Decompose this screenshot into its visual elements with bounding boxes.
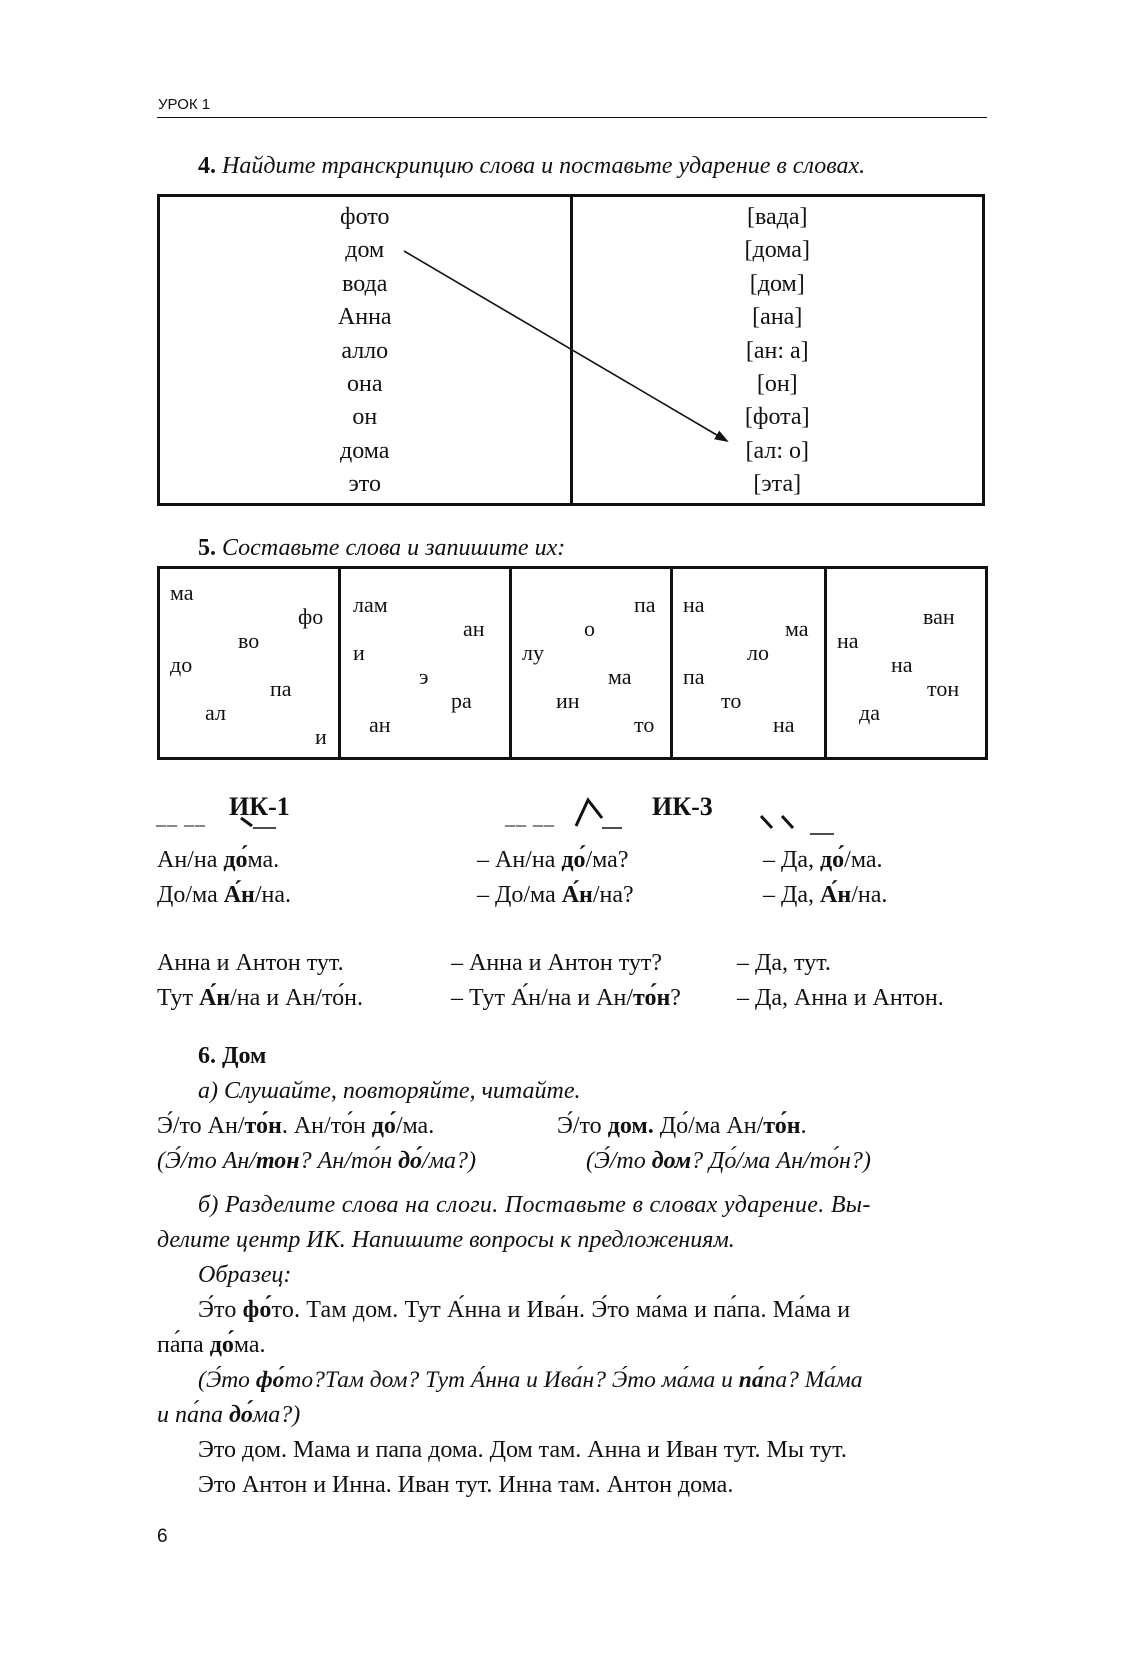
- sample-label: Образец:: [198, 1262, 292, 1288]
- syllable: то: [634, 712, 655, 737]
- text: – Тут А́н/на и Ан/: [451, 985, 633, 1011]
- text: /ма.: [844, 847, 883, 873]
- transcription-item: [дома]: [744, 237, 810, 264]
- text: – Да,: [763, 847, 821, 873]
- stressed-syllable: то́н: [763, 1113, 801, 1139]
- sample-line2: [157, 1330, 266, 1360]
- syllable: и: [315, 724, 327, 749]
- ik-example-row1-col1: [157, 845, 279, 875]
- syllable: на: [773, 712, 795, 737]
- ik3-label: ИК-3: [652, 792, 713, 821]
- text: /на?: [592, 882, 634, 908]
- transcription-item: [эта]: [753, 471, 802, 498]
- syllable: во: [238, 628, 260, 653]
- syllable: тон: [927, 676, 960, 701]
- answer-contour: [758, 812, 878, 842]
- syllable: ан: [463, 616, 485, 641]
- text: /на.: [851, 882, 888, 908]
- text: – До/ма: [477, 882, 562, 908]
- word-item: дом: [345, 237, 385, 264]
- text: и па́па: [157, 1402, 229, 1428]
- exercise-5-table: [157, 566, 988, 760]
- text: /ма.: [395, 1113, 435, 1139]
- stressed-syllable: фо́: [242, 1297, 272, 1323]
- stressed-syllable: А́н: [561, 882, 593, 908]
- word-item: она: [347, 371, 383, 398]
- syllable: ма: [170, 580, 194, 605]
- exercise-6-text-line1: Это дом. Мама и папа дома. Дом там. Анна и Иван тут. Мы тут.: [198, 1437, 847, 1463]
- ik-example-row4-col1: [157, 983, 363, 1013]
- syllable: ван: [923, 604, 955, 629]
- stressed-syllable: па́: [738, 1367, 764, 1393]
- word-item: фото: [340, 204, 390, 230]
- text: Ан/на: [157, 847, 224, 873]
- syllable: о: [584, 616, 595, 641]
- word-item: дома: [340, 437, 390, 464]
- ik-example-row4-col3: – Да, Анна и Антон.: [737, 985, 944, 1011]
- stressed-syllable: до́: [398, 1148, 423, 1174]
- syllable: ал: [205, 700, 226, 725]
- transcription-item: [ал: о]: [745, 437, 809, 464]
- syllable: э: [419, 664, 429, 689]
- text: До/ма: [157, 882, 224, 908]
- stressed-syllable: тон: [255, 1148, 300, 1174]
- text: /на и Ан/то́н.: [230, 985, 363, 1011]
- ik-example-row3-col1: Анна и Антон тут.: [157, 950, 344, 976]
- stressed-syllable: дом: [651, 1148, 692, 1174]
- text: ? Ан/то́н: [299, 1148, 399, 1174]
- stressed-syllable: то́н: [632, 985, 671, 1011]
- exercise-6b-instruction-line2: делите центр ИК. Напишите вопросы к предложениям.: [157, 1227, 735, 1253]
- text: .: [800, 1113, 807, 1139]
- text: (Э́/то Ан/: [157, 1148, 256, 1174]
- syllable: па: [683, 664, 705, 689]
- ik-example-row4-col2: [451, 983, 681, 1013]
- stressed-syllable: то́н: [244, 1113, 282, 1139]
- syllable-cell-1: [159, 568, 340, 759]
- text: Э́то: [198, 1297, 243, 1323]
- stressed-syllable: А́н: [223, 882, 255, 908]
- syllable-cell-2: [340, 568, 511, 759]
- word-item: алло: [341, 337, 389, 364]
- text: ма?): [252, 1402, 301, 1428]
- ik-example-row2-col1: [157, 880, 291, 910]
- transcription-item: [дом]: [749, 270, 805, 297]
- stressed-syllable: до́: [561, 847, 586, 873]
- syllable: на: [891, 652, 913, 677]
- sample-question-line1: [198, 1365, 863, 1395]
- ik-example-row3-col2: – Анна и Антон тут?: [451, 950, 663, 976]
- stressed-syllable: А́н: [820, 882, 852, 908]
- transcription-item: [фота]: [744, 404, 810, 431]
- syllable-cell-5: [826, 568, 987, 759]
- text: Э́/то Ан/: [157, 1113, 245, 1139]
- transcription-item: [ана]: [752, 304, 803, 331]
- syllable: па: [634, 592, 656, 617]
- syllable: лу: [522, 640, 544, 665]
- text: ? До́/ма Ан/то́н?): [691, 1148, 871, 1174]
- stressed-syllable: фо́: [255, 1367, 285, 1393]
- transcription-item: [он]: [756, 371, 798, 398]
- word-item: он: [352, 404, 378, 431]
- word-item: Анна: [337, 304, 392, 331]
- text: /ма?): [422, 1148, 477, 1174]
- sample-line1: [198, 1295, 850, 1325]
- sample-question-line2: [157, 1400, 300, 1430]
- transcription-item: [ан: а]: [745, 337, 809, 364]
- exercise-6-line2-left: [157, 1146, 476, 1176]
- text: Тут: [157, 985, 199, 1011]
- stressed-syllable: до́: [209, 1332, 234, 1358]
- text: па? Ма́ма: [763, 1367, 863, 1393]
- ik1-label: ИК-1: [229, 792, 290, 821]
- syllable: ло: [747, 640, 769, 665]
- syllable: лам: [353, 592, 388, 617]
- syllable: па: [270, 676, 292, 701]
- syllable-cell-4: [672, 568, 826, 759]
- exercise-4-instruction: Найдите транскрипцию слова и поставьте ударение в словах.: [222, 153, 866, 179]
- syllable: ин: [556, 688, 580, 713]
- text: /ма?: [585, 847, 629, 873]
- text: – Да,: [763, 882, 821, 908]
- syllable: до: [170, 652, 193, 677]
- syllable: ма: [785, 616, 809, 641]
- stressed-syllable: А́н: [198, 985, 231, 1011]
- text: До́/ма Ан/: [653, 1113, 764, 1139]
- exercise-5-heading: [198, 533, 565, 563]
- text: ма.: [247, 847, 280, 873]
- text: (Э́то: [198, 1367, 256, 1393]
- ik-example-row1-col2: [477, 845, 628, 875]
- syllable: ра: [451, 688, 472, 713]
- syllable: на: [683, 592, 705, 617]
- ik-example-row3-col3: – Да, тут.: [737, 950, 831, 976]
- ik1-dashes: __ __: [156, 807, 206, 829]
- exercise-6-text-line2: Это Антон и Инна. Иван тут. Инна там. Антон дома.: [198, 1472, 734, 1498]
- exercise-6a-instruction: а) Слушайте, повторяйте, читайте.: [198, 1078, 581, 1104]
- exercise-5-instruction: Составьте слова и запишите их:: [222, 535, 566, 561]
- syllable: фо: [298, 604, 324, 629]
- stressed-syllable: до́: [371, 1113, 396, 1139]
- ik3-contour: [574, 792, 624, 832]
- text: то. Там дом. Тут А́нна и Ива́н. Э́то ма́ма и па́па. Ма́ма и: [271, 1297, 851, 1323]
- exercise-4-number: 4.: [198, 153, 216, 179]
- running-header: УРОК 1: [158, 96, 211, 113]
- syllable: ма: [608, 664, 632, 689]
- stressed-syllable: до́: [820, 847, 845, 873]
- page-number: 6: [157, 1526, 168, 1547]
- text: /на.: [254, 882, 292, 908]
- ik-example-row2-col3: [763, 880, 887, 910]
- stressed-syllable: до́: [229, 1402, 253, 1428]
- ik3-dashes: __ __: [505, 807, 555, 829]
- syllable-cell-3: [511, 568, 672, 759]
- exercise-6-line1-right: [557, 1111, 807, 1141]
- exercise-6-line2-right: [586, 1146, 871, 1176]
- text: па́па: [157, 1332, 210, 1358]
- stressed-syllable: дом.: [607, 1113, 654, 1139]
- ik1-contour: [240, 816, 280, 830]
- exercise-6-line1-left: [157, 1111, 434, 1141]
- exercise-6b-instruction-line1: б) Разделите слова на слоги. Поставьте в словах ударение. Вы-: [198, 1192, 871, 1218]
- text: ?: [670, 985, 681, 1011]
- word-item: это: [348, 471, 381, 498]
- word-item: вода: [342, 270, 388, 297]
- text: (Э́/то: [586, 1148, 652, 1174]
- syllable: то: [721, 688, 742, 713]
- text: Э́/то: [557, 1113, 608, 1139]
- text: то?Там дом? Тут А́нна и Ива́н? Э́то ма́ма и: [284, 1367, 739, 1393]
- syllable: ан: [369, 712, 391, 737]
- syllable: и: [353, 640, 365, 665]
- exercise-5-number: 5.: [198, 535, 216, 561]
- text: . Ан/то́н: [281, 1113, 372, 1139]
- ik-example-row1-col3: [763, 845, 883, 875]
- text: ма.: [233, 1332, 266, 1358]
- syllable: на: [837, 628, 859, 653]
- text: – Ан/на: [477, 847, 562, 873]
- stressed-syllable: до́: [223, 847, 248, 873]
- syllable: да: [859, 700, 880, 725]
- ik-example-row2-col2: [477, 880, 634, 910]
- exercise-6-title: 6. Дом: [198, 1043, 267, 1069]
- transcription-item: [вада]: [746, 204, 808, 230]
